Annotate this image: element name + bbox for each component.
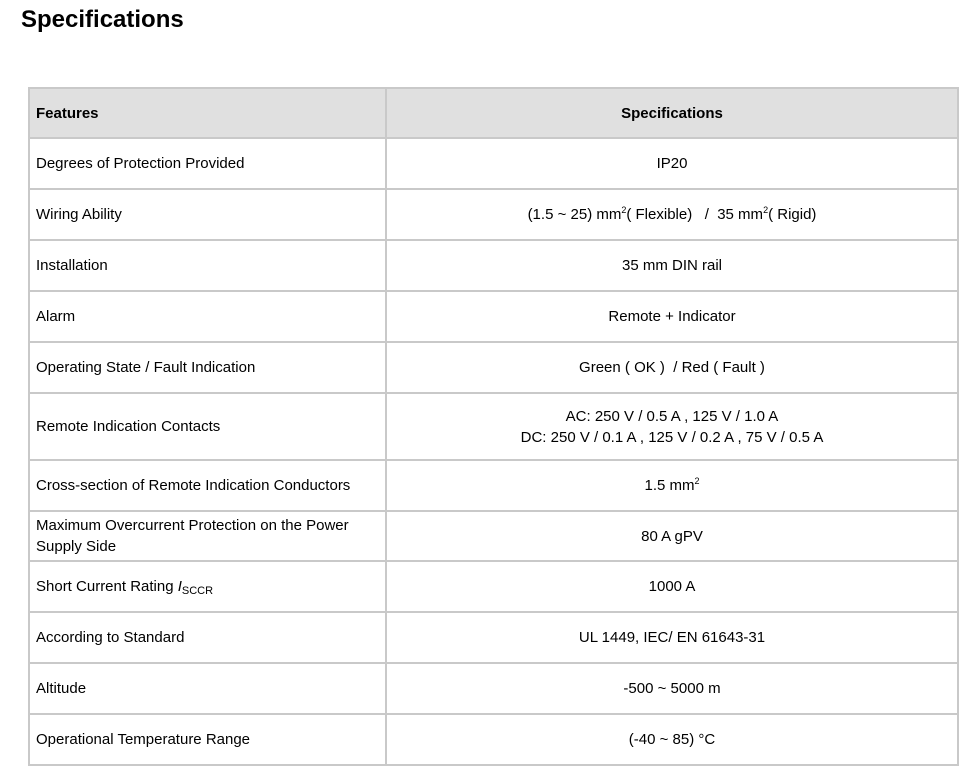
spec-cell: Remote + Indicator <box>386 291 958 342</box>
table-row-state <box>29 342 958 393</box>
spec-cell: UL 1449, IEC/ EN 61643-31 <box>386 612 958 663</box>
table-row-alarm <box>29 291 958 342</box>
wiring-flexible-value: (1.5 ~ 25) mm <box>527 206 622 223</box>
column-header-features: Features <box>29 88 386 138</box>
spec-cell: 80 A gPV <box>386 511 958 561</box>
spec-cell <box>386 460 958 511</box>
specifications-table <box>28 87 959 766</box>
cross-section-value: 1.5 mm <box>644 477 695 494</box>
superscript: 2 <box>694 476 700 486</box>
feature-cell: Cross-section of Remote Indication Conductors <box>29 460 386 511</box>
table-header-row <box>29 88 958 138</box>
table-row-overcurrent <box>29 511 958 561</box>
symbol: I <box>177 578 182 595</box>
feature-cell: Installation <box>29 240 386 291</box>
feature-cell: Maximum Overcurrent Protection on the Power Supply Side <box>29 511 386 561</box>
page-title: Specifications <box>21 6 184 33</box>
spec-cell <box>386 189 958 240</box>
table-row-wiring <box>29 189 958 240</box>
column-header-specifications: Specifications <box>386 88 958 138</box>
wiring-flexible-label: ( Flexible) / 35 mm <box>626 206 764 223</box>
table-row-installation <box>29 240 958 291</box>
table-row-contacts <box>29 393 958 460</box>
superscript: 2 <box>621 205 627 215</box>
spec-cell: 1000 A <box>386 561 958 612</box>
feature-cell: Remote Indication Contacts <box>29 393 386 460</box>
spec-cell: 35 mm DIN rail <box>386 240 958 291</box>
feature-cell: Alarm <box>29 291 386 342</box>
spec-line-ac: AC: 250 V / 0.5 A , 125 V / 1.0 A <box>565 407 779 425</box>
feature-cell: Operational Temperature Range <box>29 714 386 765</box>
feature-cell: Wiring Ability <box>29 189 386 240</box>
subscript: SCCR <box>181 585 214 597</box>
spec-cell: IP20 <box>386 138 958 189</box>
table-row-sccr <box>29 561 958 612</box>
table-row-altitude <box>29 663 958 714</box>
superscript: 2 <box>763 205 769 215</box>
spec-cell: -500 ~ 5000 m <box>386 663 958 714</box>
spec-cell <box>386 393 958 460</box>
spec-line-dc: DC: 250 V / 0.1 A , 125 V / 0.2 A , 75 V / 0.5 A <box>520 428 824 446</box>
feature-cell: Operating State / Fault Indication <box>29 342 386 393</box>
feature-cell: Degrees of Protection Provided <box>29 138 386 189</box>
table-row-temperature <box>29 714 958 765</box>
feature-cell <box>29 561 386 612</box>
wiring-rigid-label: ( Rigid) <box>768 206 817 223</box>
table-row-cross-section <box>29 460 958 511</box>
feature-cell: Altitude <box>29 663 386 714</box>
feature-cell: According to Standard <box>29 612 386 663</box>
feature-label: Short Current Rating <box>36 578 178 595</box>
spec-cell: (-40 ~ 85) °C <box>386 714 958 765</box>
table-row-protection <box>29 138 958 189</box>
table-row-standard <box>29 612 958 663</box>
spec-cell: Green ( OK ) / Red ( Fault ) <box>386 342 958 393</box>
